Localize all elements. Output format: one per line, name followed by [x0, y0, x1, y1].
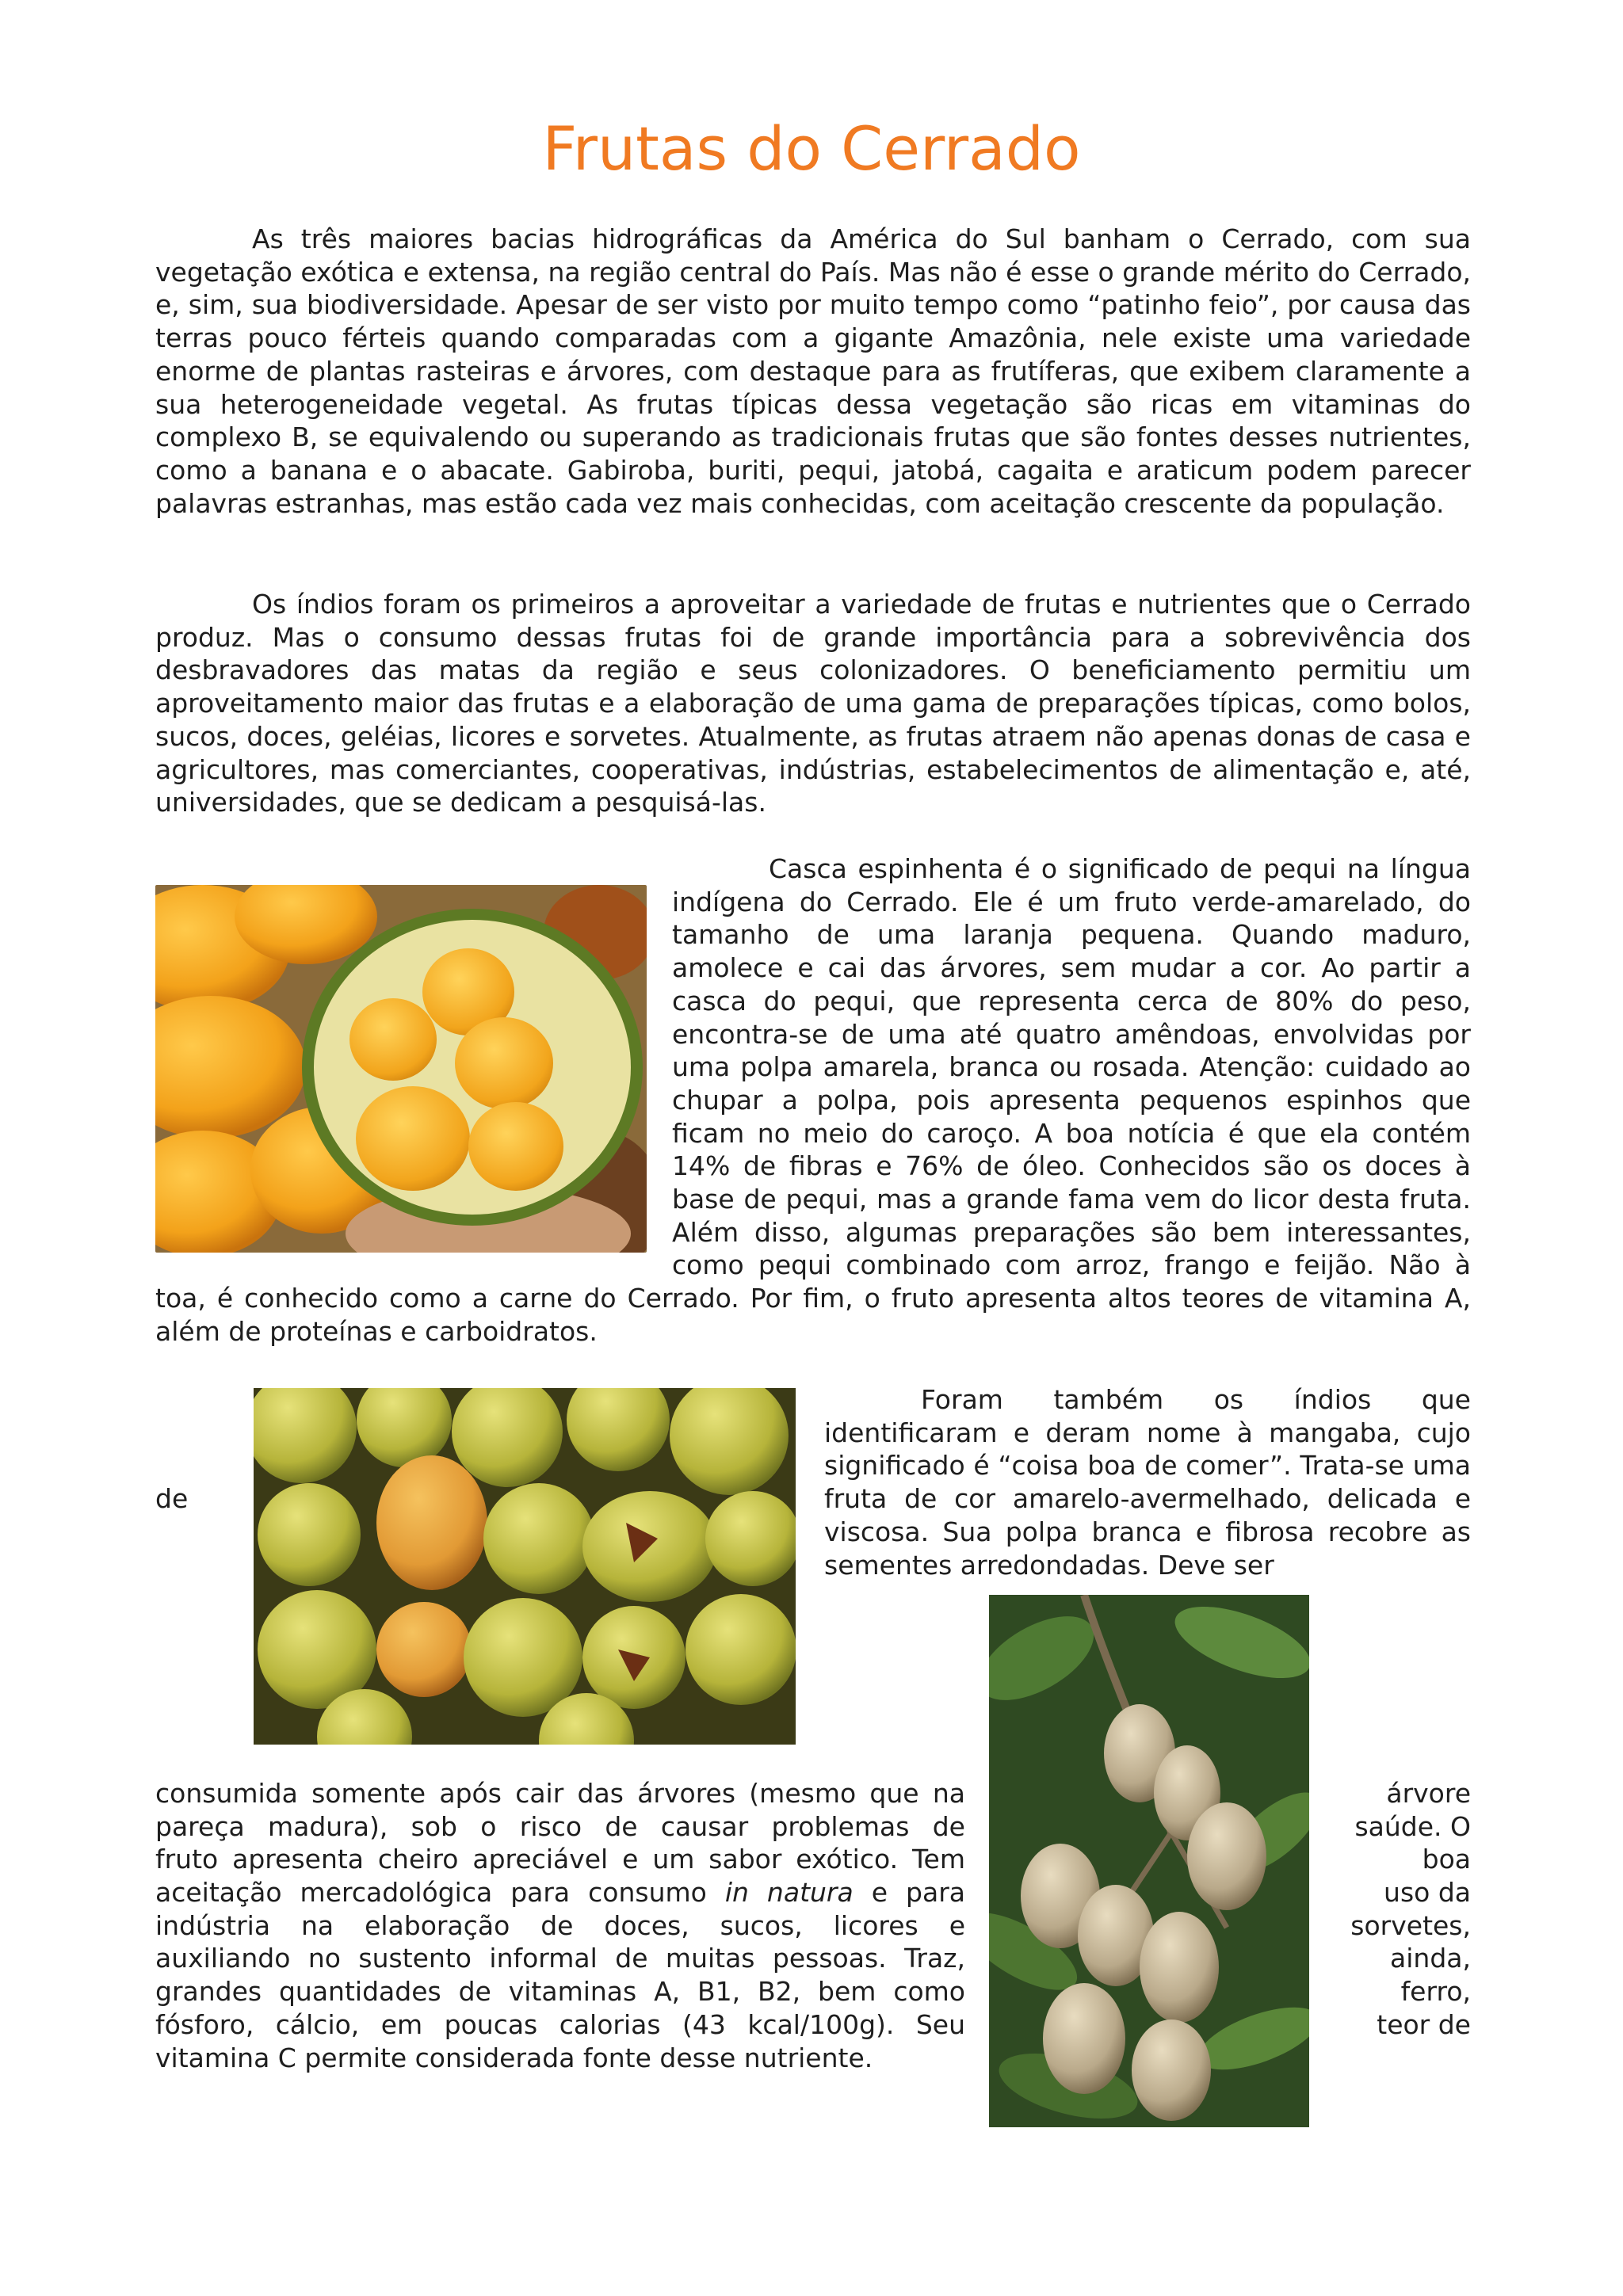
stray-word: de: [155, 1483, 189, 1514]
text-line: consumida somente após cair das árvores (mesmo que na árvore: [155, 1778, 1471, 1809]
paragraph-mangaba: Foram também os índios que identificaram e deram nome à mangaba, cujo significado é “coisa boa de comer”. Trata-se uma fruta de cor amarelo-avermelhado, delicada e viscosa. Sua polpa branca e fibrosa recobre as sementes arredondadas. Deve ser: [824, 1384, 1471, 1581]
text-line: aceitação mercadológica para consumo in natura e para uso da: [155, 1877, 1471, 1909]
page-title: Frutas do Cerrado: [542, 113, 1081, 184]
mangaba-photo: [254, 1388, 796, 1745]
text-line: pareça madura), sob o risco de causar problemas de saúde. O: [155, 1810, 1471, 1842]
paragraph-pequi-block: [155, 852, 1471, 1348]
text-line: indústria na elaboração de doces, sucos, licores e sorvetes,: [155, 1909, 1471, 1941]
paragraph-indios: Os índios foram os primeiros a aproveitar a variedade de frutas e nutrientes que o Cerrado produz. Mas o consumo dessas frutas foi de grande importância para a sobrevivência dos desbravadores das matas da região e seus colonizadores. O beneficiamento permitiu um aproveitamento maior das frutas e a elaboração de uma gama de preparações típicas, como bolos, sucos, doces, geléias, licores e sorvetes. Atualmente, as frutas atraem não apenas donas de casa e agricultores, mas comerciantes, cooperativas, indústrias, estabelecimentos de alimentação e, até, universidades, que se dedicam a pesquisá-las.: [155, 589, 1471, 818]
paragraph-intro: As três maiores bacias hidrográficas da América do Sul banham o Cerrado, com sua vegetação exótica e extensa, na região central do País. Mas não é esse o grande mérito do Cerrado, e, sim, sua biodiversidade. Apesar de ser visto por muito tempo como “patinho feio”, por causa das terras pouco férteis quando comparadas com a gigante Amazônia, nele existe uma variedade enorme de plantas rasteiras e árvores, com destaque para as frutíferas, que exibem claramente a sua heterogeneidade vegetal. As frutas típicas dessa vegetação são ricas em vitaminas do complexo B, se equivalendo ou superando as tradicionais frutas que são fontes desses nutrientes, como a banana e o abacate. Gabiroba, buriti, pequi, jatobá, cagaita e araticum podem parecer palavras estranhas, mas estão cada vez mais conhecidas, com aceitação crescente da população.: [155, 223, 1471, 519]
paragraph-pequi: Casca espinhenta é o significado de pequi na língua indígena do Cerrado. Ele é um fruto verde-amarelado, do tamanho de uma laranja pequena. Quando maduro, amolece e cai das árvores, sem mudar a cor. Ao partir a casca do pequi, que representa cerca de 80% do peso, encontra-se de uma até quatro amêndoas, envolvidas por uma polpa amarela, branca ou rosada. Atenção: cuidado ao chupar a polpa, pois apresenta pequenos espinhos que ficam no meio do caroço. A boa notícia é que ela contém 14% de fibras e 76% de óleo. Conhecidos são os doces à base de pequi, mas a grande fama vem do licor desta fruta. Além disso, algumas preparações são bem interessantes, como pequi combinado com arroz, frango e feijão. Não à toa, é conhecido como a carne do Cerrado. Por fim, o fruto apresenta altos teores de vitamina A, além de proteínas e carboidratos.: [155, 853, 1471, 1347]
paragraph-mangaba-continued: [155, 1777, 1471, 2074]
text-line: fruto apresenta cheiro apreciável e um sabor exótico. Tem boa: [155, 1844, 1471, 1875]
text-line-last: vitamina C permite considerada fonte desse nutriente.: [155, 2042, 873, 2073]
text-line-with-italic: aceitação mercadológica para consumo in natura e para: [155, 1877, 965, 1909]
pequi-photo: [155, 885, 647, 1253]
text-line: fósforo, cálcio, em poucas calorias (43 kcal/100g). Seu teor de: [155, 2008, 1471, 2040]
text-line: grandes quantidades de vitaminas A, B1, B2, bem como ferro,: [155, 1976, 1471, 2008]
text-line: auxiliando no sustento informal de muitas pessoas. Traz, ainda,: [155, 1943, 1471, 1974]
italic-term: in natura: [724, 1877, 854, 1909]
